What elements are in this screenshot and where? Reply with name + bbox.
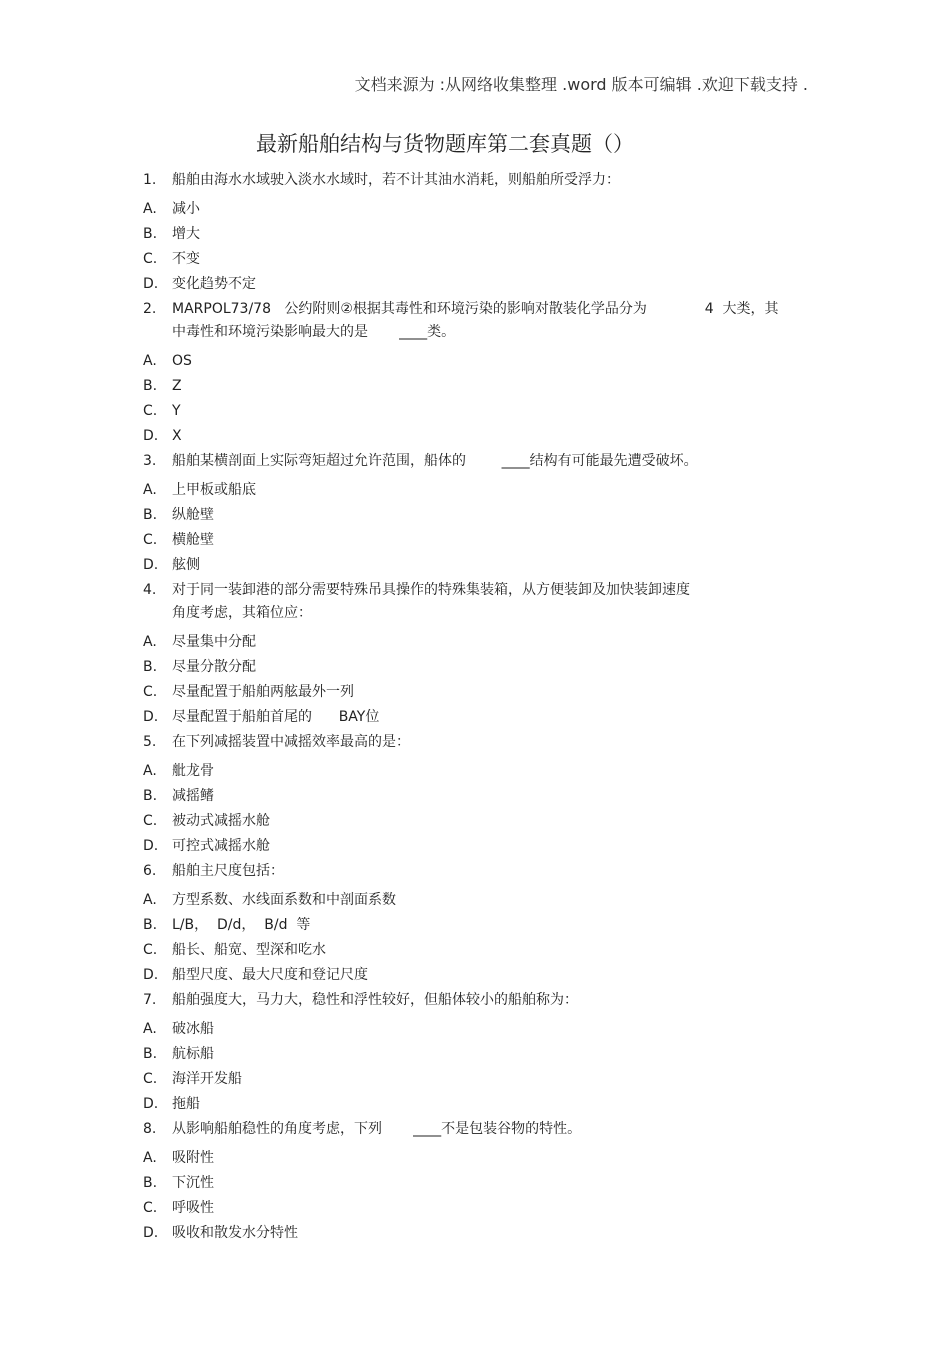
option-text: 减摇鳍 xyxy=(172,788,214,804)
option-letter: B. xyxy=(143,788,158,804)
option-letter: B. xyxy=(143,226,158,242)
question-text: MARPOL73/78 公约附则②根据其毒性和环境污染的影响对散装化学品分为 4 大类，其 中毒性和环境污染影响最大的是 ____类。 xyxy=(172,301,779,340)
option-letter: A. xyxy=(143,1021,157,1037)
option-c xyxy=(143,403,813,419)
question-text: 在下列减摇装置中减摇效率最高的是： xyxy=(172,734,410,750)
option-c xyxy=(143,251,813,267)
question-7 xyxy=(143,992,813,1012)
option-text: 不变 xyxy=(172,251,200,267)
option-b xyxy=(143,1046,813,1062)
question-8 xyxy=(143,1121,813,1141)
option-text: 船型尺度、最大尺度和登记尺度 xyxy=(172,967,368,983)
question-4 xyxy=(143,582,813,625)
option-a xyxy=(143,892,813,908)
option-b xyxy=(143,788,813,804)
option-a xyxy=(143,634,813,650)
option-c xyxy=(143,813,813,829)
option-d xyxy=(143,1225,813,1241)
option-b xyxy=(143,226,813,242)
option-d xyxy=(143,838,813,854)
option-text: 尽量分散分配 xyxy=(172,659,256,675)
question-number: 3. xyxy=(143,453,157,469)
question-number: 6. xyxy=(143,863,157,879)
option-text: 减小 xyxy=(172,201,200,217)
option-b xyxy=(143,659,813,675)
question-list xyxy=(143,172,813,1241)
option-letter: C. xyxy=(143,532,158,548)
option-d xyxy=(143,967,813,983)
option-letter: D. xyxy=(143,1225,159,1241)
option-text: 航标船 xyxy=(172,1046,214,1062)
option-text: Z xyxy=(172,378,182,394)
option-text: 船长、船宽、型深和吃水 xyxy=(172,942,326,958)
option-c xyxy=(143,532,813,548)
question-number: 2. xyxy=(143,301,157,317)
option-letter: D. xyxy=(143,967,159,983)
option-a xyxy=(143,201,813,217)
option-letter: C. xyxy=(143,251,158,267)
option-text: 舷侧 xyxy=(172,557,200,573)
option-text: Y xyxy=(172,403,181,419)
option-text: 海洋开发船 xyxy=(172,1071,242,1087)
option-a xyxy=(143,482,813,498)
option-c xyxy=(143,1200,813,1216)
option-b xyxy=(143,917,813,933)
option-text: 纵舱壁 xyxy=(172,507,214,523)
question-text: 对于同一装卸港的部分需要特殊吊具操作的特殊集装箱，从方便装卸及加快装卸速度 角度考虑，其箱位应： xyxy=(172,582,690,621)
option-c xyxy=(143,1071,813,1087)
option-a xyxy=(143,1150,813,1166)
option-b xyxy=(143,507,813,523)
question-1 xyxy=(143,172,813,192)
option-text: OS xyxy=(172,353,192,369)
question-2 xyxy=(143,301,813,344)
question-text: 船舶某横剖面上实际弯矩超过允许范围，船体的 ____结构有可能最先遭受破坏。 xyxy=(172,453,698,469)
question-text: 从影响船舶稳性的角度考虑，下列 ____不是包装谷物的特性。 xyxy=(172,1121,582,1137)
option-text: 横舱壁 xyxy=(172,532,214,548)
option-letter: A. xyxy=(143,892,157,908)
option-a xyxy=(143,353,813,369)
option-letter: A. xyxy=(143,201,157,217)
option-letter: D. xyxy=(143,557,159,573)
option-d xyxy=(143,1096,813,1112)
option-letter: B. xyxy=(143,1175,158,1191)
option-text: 吸收和散发水分特性 xyxy=(172,1225,298,1241)
option-letter: C. xyxy=(143,1200,158,1216)
question-number: 5. xyxy=(143,734,157,750)
option-text: 呼吸性 xyxy=(172,1200,214,1216)
option-letter: D. xyxy=(143,709,159,725)
option-letter: D. xyxy=(143,838,159,854)
option-letter: B. xyxy=(143,917,158,933)
question-text: 船舶强度大，马力大，稳性和浮性较好，但船体较小的船舶称为： xyxy=(172,992,578,1008)
question-number: 7. xyxy=(143,992,157,1008)
page-title: 最新船舶结构与货物题库第二套真题（） xyxy=(256,132,634,156)
option-letter: D. xyxy=(143,428,159,444)
option-text: 增大 xyxy=(172,226,200,242)
option-text: 拖船 xyxy=(172,1096,200,1112)
option-letter: C. xyxy=(143,403,158,419)
option-text: 上甲板或船底 xyxy=(172,482,256,498)
option-letter: C. xyxy=(143,942,158,958)
option-text: 吸附性 xyxy=(172,1150,214,1166)
question-5 xyxy=(143,734,813,754)
option-letter: B. xyxy=(143,378,158,394)
option-letter: B. xyxy=(143,507,158,523)
option-b xyxy=(143,378,813,394)
option-letter: C. xyxy=(143,813,158,829)
option-text: 尽量配置于船舶首尾的 BAY位 xyxy=(172,709,380,725)
source-note: 文档来源为 :从网络收集整理 .word 版本可编辑 .欢迎下载支持 . xyxy=(354,75,808,94)
option-text: 下沉性 xyxy=(172,1175,214,1191)
option-letter: A. xyxy=(143,634,157,650)
option-text: 舭龙骨 xyxy=(172,763,214,779)
option-letter: A. xyxy=(143,763,157,779)
option-text: 被动式减摇水舱 xyxy=(172,813,270,829)
option-letter: D. xyxy=(143,276,159,292)
option-c xyxy=(143,684,813,700)
question-text: 船舶主尺度包括： xyxy=(172,863,284,879)
option-b xyxy=(143,1175,813,1191)
question-number: 1. xyxy=(143,172,157,188)
option-c xyxy=(143,942,813,958)
question-text: 船舶由海水水域驶入淡水水域时，若不计其油水消耗，则船舶所受浮力： xyxy=(172,172,620,188)
option-text: 破冰船 xyxy=(172,1021,214,1037)
option-text: 可控式减摇水舱 xyxy=(172,838,270,854)
option-text: 尽量配置于船舶两舷最外一列 xyxy=(172,684,354,700)
option-d xyxy=(143,276,813,292)
question-6 xyxy=(143,863,813,883)
question-3 xyxy=(143,453,813,473)
option-letter: B. xyxy=(143,1046,158,1062)
option-text: 方型系数、水线面系数和中剖面系数 xyxy=(172,892,396,908)
option-letter: D. xyxy=(143,1096,159,1112)
option-text: 尽量集中分配 xyxy=(172,634,256,650)
option-d xyxy=(143,709,813,725)
option-text: L/B， D/d， B/d 等 xyxy=(172,917,311,933)
option-a xyxy=(143,1021,813,1037)
option-text: 变化趋势不定 xyxy=(172,276,256,292)
option-letter: A. xyxy=(143,1150,157,1166)
option-letter: C. xyxy=(143,684,158,700)
option-letter: A. xyxy=(143,353,157,369)
option-d xyxy=(143,428,813,444)
option-text: X xyxy=(172,428,182,444)
question-number: 4. xyxy=(143,582,157,598)
option-a xyxy=(143,763,813,779)
option-letter: A. xyxy=(143,482,157,498)
option-letter: C. xyxy=(143,1071,158,1087)
option-letter: B. xyxy=(143,659,158,675)
option-d xyxy=(143,557,813,573)
question-number: 8. xyxy=(143,1121,157,1137)
